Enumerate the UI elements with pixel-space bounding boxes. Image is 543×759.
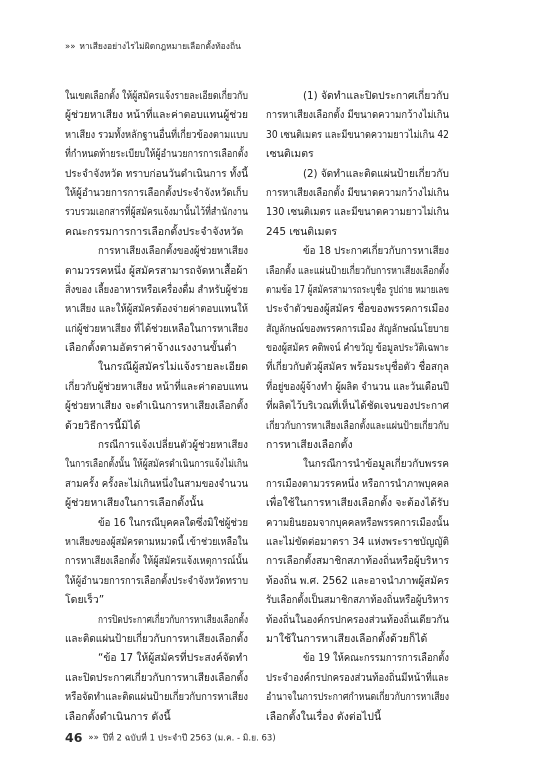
text-line: หาเสียง และให้ผู้สมัครต้องจ่ายค่าตอบแทนให้ [65, 303, 248, 316]
text-line: ผู้ช่วยหาเสียง จะดำเนินการหาเสียงเลือกตั้ง [65, 400, 248, 413]
text-line: 245 เซนติเมตร [266, 225, 338, 238]
text-line: การเลือกตั้งสมาชิกสภาท้องถิ่นหรือผู้บริหาร [266, 555, 449, 568]
text-line: เพื่อใช้ในการหาเสียงเลือกตั้ง จะต้องได้รับ [266, 497, 449, 510]
text-line: เลือกตั้ง และแผ่นป้ายเกี่ยวกับการหาเสียงเลือกตั้ง [266, 264, 449, 277]
text-line: คณะกรรมการการเลือกตั้งประจำจังหวัด [65, 225, 244, 238]
page-number: 46 [65, 730, 83, 745]
text-line: ที่อยู่ของผู้จ้างทำ ผู้ผลิต จำนวน และวันเดือนปี [266, 380, 449, 393]
right-column [266, 87, 449, 727]
text-line: ของผู้สมัคร คติพจน์ คำขวัญ ข้อมูลประวัติเฉพาะ [266, 342, 449, 355]
running-header [65, 40, 241, 54]
paragraph [266, 165, 449, 243]
text-line: ข้อ 19 ให้คณะกรรมการการเลือกตั้ง [303, 652, 449, 665]
text-line: สิ่งของ เลี้ยงอาหารหรือเครื่องดื่ม สำหรับผู้ช่วย [65, 283, 248, 296]
text-line: กรณีการแจ้งเปลี่ยนตัวผู้ช่วยหาเสียง [98, 439, 248, 452]
chevron-marker-icon: »» [65, 42, 76, 52]
page-footer [65, 727, 276, 746]
paragraph [65, 611, 248, 650]
text-line: ตามข้อ 17 ผู้สมัครสามารถระบุชื่อ รูปถ่าย หมายเลข [266, 283, 449, 296]
text-line: เลือกตั้งดำเนินการ ดังนี้ [65, 710, 171, 723]
text-line: ให้ผู้อำนวยการการเลือกตั้งประจำจังหวัดทราบ [65, 574, 248, 587]
text-line: ประจำตัวของผู้สมัคร ชื่อของพรรคการเมือง [266, 303, 449, 316]
text-line: เลือกตั้งตามอัตราค่าจ้างแรงงานขั้นต่ำ [65, 342, 237, 355]
paragraph [266, 649, 449, 727]
text-line: ที่ผลิตไว้บริเวณที่เห็นได้ชัดเจนของประกาศ [266, 400, 449, 413]
text-line: ผู้ช่วยหาเสียงในการเลือกตั้งนั้น [65, 497, 204, 510]
text-line: รับเลือกตั้งเป็นสมาชิกสภาท้องถิ่นหรือผู้บริหาร [266, 594, 449, 607]
text-line: รวบรวมเอกสารที่ผู้สมัครแจ้งมานั้นไว้ที่สำนักงาน [65, 206, 248, 219]
text-line: และไม่ขัดต่อมาตรา 34 แห่งพระราชบัญญัติ [266, 535, 449, 548]
paragraph [65, 649, 248, 727]
text-line: ท้องถิ่นในองค์กรปกครองส่วนท้องถิ่นเดียวกัน [266, 613, 449, 626]
text-line: ในกรณีผู้สมัครไม่แจ้งรายละเอียด [98, 361, 248, 374]
chevron-marker-icon: »» [88, 732, 99, 743]
running-title: หาเสียงอย่างไรไม่ผิดกฎหมายเลือกตั้งท้องถิ่น [79, 42, 241, 52]
text-line: ข้อ 16 ในกรณีบุคคลใดซึ่งมิใช่ผู้ช่วย [98, 516, 248, 529]
text-line: หาเสียง รวมทั้งหลักฐานอื่นที่เกี่ยวข้องตามแบบ [65, 128, 248, 141]
text-line: การหาเสียงเลือกตั้งของผู้ช่วยหาเสียง [98, 245, 248, 258]
text-line: ที่กำหนดท้ายระเบียบให้ผู้อำนวยการการเลือกตั้ง [65, 148, 248, 161]
text-line: โดยเร็ว” [65, 594, 105, 607]
text-line: มาใช้ในการหาเสียงเลือกตั้งด้วยก็ได้ [266, 632, 428, 645]
text-line: ประจำองค์กรปกครองส่วนท้องถิ่นมีหน้าที่และ [266, 671, 449, 684]
text-line: ให้ผู้อำนวยการการเลือกตั้งประจำจังหวัดเก็บ [65, 186, 248, 199]
text-line: เกี่ยวกับการหาเสียงเลือกตั้งและแผ่นป้ายเกี่ยวกับ [266, 419, 449, 432]
text-line: ท้องถิ่น พ.ศ. 2562 และอาจนำภาพผู้สมัคร [266, 574, 449, 587]
paragraph [65, 436, 248, 514]
text-line: การหาเสียงเลือกตั้ง ให้ผู้สมัครแจ้งเหตุการณ์นั้น [65, 555, 248, 568]
text-line: และปิดประกาศเกี่ยวกับการหาเสียงเลือกตั้ง [65, 671, 248, 684]
text-line: เซนติเมตร [266, 148, 314, 161]
text-line: ในกรณีการนำข้อมูลเกี่ยวกับพรรค [303, 458, 449, 471]
text-line: ด้วยวิธีการนี้มิได้ [65, 419, 141, 432]
text-line: ประจำจังหวัด ทราบก่อนวันดำเนินการ ทั้งนี้ [65, 167, 248, 180]
paragraph [65, 87, 248, 242]
text-line: การหาเสียงเลือกตั้ง มีขนาดความกว้างไม่เกิน [266, 186, 449, 199]
text-line: สัญลักษณ์ของพรรคการเมือง สัญลักษณ์นโยบาย [266, 322, 449, 335]
paragraph [65, 358, 248, 436]
paragraph [65, 514, 248, 611]
text-line: หาเสียงของผู้สมัครตามหมวดนี้ เข้าช่วยเหลือใน [65, 535, 248, 548]
text-line: ที่เกี่ยวกับตัวผู้สมัคร พร้อมระบุชื่อตัว ชื่อสกุล [266, 361, 449, 374]
left-column [65, 87, 248, 727]
text-line: 130 เซนติเมตร และมีขนาดความยาวไม่เกิน [266, 206, 449, 219]
text-line: ในการเลือกตั้งนั้น ให้ผู้สมัครดำเนินการแจ้งไม่เกิน [65, 458, 248, 471]
text-line: สามครั้ง ครั้งละไม่เกินหนึ่งในสามของจำนวน [65, 477, 248, 490]
text-line: เลือกตั้งในเรื่อง ดังต่อไปนี้ [266, 710, 382, 723]
text-line: และติดแผ่นป้ายเกี่ยวกับการหาเสียงเลือกตั้ง [65, 632, 248, 645]
text-line: (1) จัดทำและปิดประกาศเกี่ยวกับ [303, 90, 449, 102]
text-line: ผู้ช่วยหาเสียง หน้าที่และค่าตอบแทนผู้ช่วย [65, 109, 248, 122]
text-line: ตามวรรคหนึ่ง ผู้สมัครสามารถจัดหาเสื้อผ้า [65, 264, 248, 277]
text-line: “ข้อ 17 ให้ผู้สมัครที่ประสงค์จัดทำ [98, 652, 248, 665]
text-line: อำนาจในการประกาศกำหนดเกี่ยวกับการหาเสียง [266, 691, 449, 704]
paragraph [266, 87, 449, 165]
text-line: การหาเสียงเลือกตั้ง มีขนาดความกว้างไม่เกิน [266, 109, 449, 122]
issue-info: ปีที่ 2 ฉบับที่ 1 ประจำปี 2563 (ม.ค. - มิ.ย. 63) [102, 733, 276, 744]
text-line: (2) จัดทำและติดแผ่นป้ายเกี่ยวกับ [303, 167, 449, 180]
paragraph [266, 455, 449, 649]
paragraph [266, 242, 449, 455]
text-line: การปิดประกาศเกี่ยวกับการหาเสียงเลือกตั้ง [98, 613, 248, 626]
paragraph [65, 242, 248, 358]
text-line: ข้อ 18 ประกาศเกี่ยวกับการหาเสียง [303, 245, 449, 258]
text-line: 30 เซนติเมตร และมีขนาดความยาวไม่เกิน 42 [266, 128, 449, 141]
text-line: แก่ผู้ช่วยหาเสียง ที่ได้ช่วยเหลือในการหาเสียง [65, 322, 248, 335]
text-line: การเมืองตามวรรคหนึ่ง หรือการนำภาพบุคคล [266, 477, 449, 490]
text-line: เกี่ยวกับผู้ช่วยหาเสียง หน้าที่และค่าตอบแทน [65, 380, 248, 393]
text-line: ความยินยอมจากบุคคลหรือพรรคการเมืองนั้น [266, 516, 449, 529]
text-line: การหาเสียงเลือกตั้ง [266, 439, 353, 452]
text-line: ในเขตเลือกตั้ง ให้ผู้สมัครแจ้งรายละเอียดเกี่ยวกับ [65, 90, 248, 102]
text-line: หรือจัดทำและติดแผ่นป้ายเกี่ยวกับการหาเสียง [65, 691, 248, 704]
